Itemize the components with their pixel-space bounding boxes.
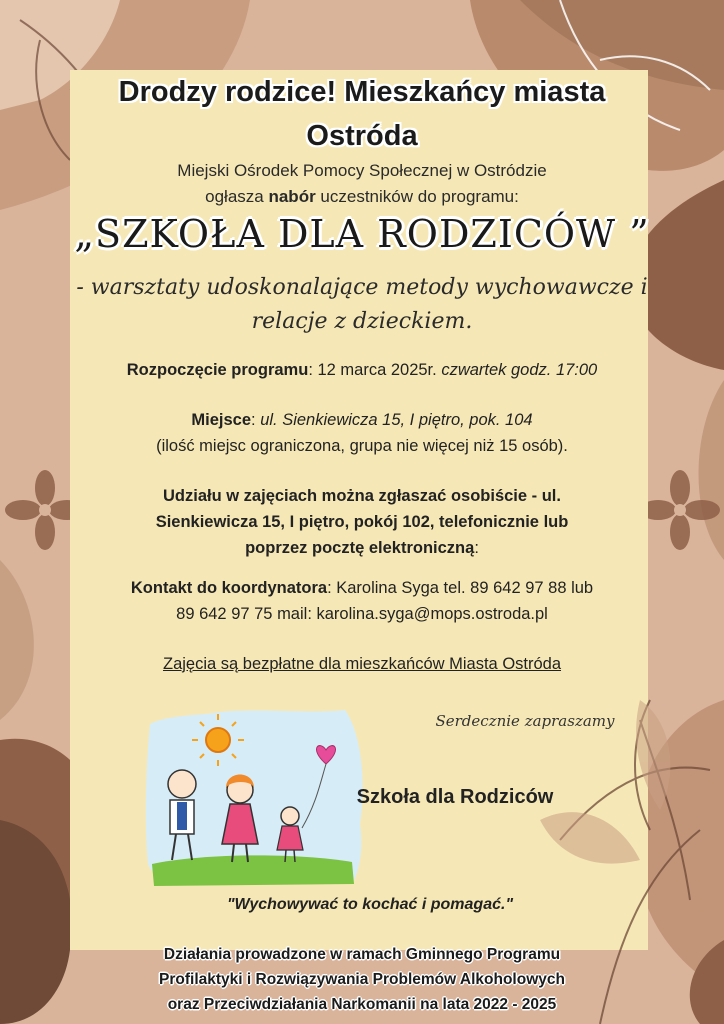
footer-line-2: Profilaktyki i Rozwiązywania Problemów Alkoholowych xyxy=(159,971,565,988)
headline-line-2: Ostróda xyxy=(306,120,418,152)
footer-note xyxy=(0,942,724,1017)
start-value: : 12 marca 2025r. xyxy=(308,361,442,379)
program-name: „SZKOŁA DLA RODZICÓW ” xyxy=(74,212,650,256)
signup-line-3-text: poprzez pocztę elektroniczną xyxy=(245,539,475,557)
place-value: ul. Sienkiewicza 15, I piętro, pok. 104 xyxy=(260,411,533,429)
announcement-text xyxy=(0,184,724,209)
announce-post: uczestników do programu: xyxy=(315,187,519,206)
place-label: Miejsce xyxy=(191,411,252,429)
organizer-text: Miejski Ośrodek Pomocy Społecznej w Ostródzie xyxy=(177,161,547,180)
signup-line-1: Udziału w zajęciach można zgłaszać osobiście - ul. xyxy=(163,487,561,505)
free-note: Zajęcia są bezpłatne dla mieszkańców Miasta Ostróda xyxy=(162,655,562,673)
signup-colon: : xyxy=(474,539,479,557)
start-time: czwartek godz. 17:00 xyxy=(441,361,598,379)
place-line xyxy=(0,408,724,433)
motto-quote: "Wychowywać to kochać i pomagać." xyxy=(226,896,514,913)
start-label: Rozpoczęcie programu xyxy=(126,361,309,379)
start-date xyxy=(0,358,724,383)
signup-line-2: Sienkiewicza 15, I piętro, pokój 102, telefonicznie lub xyxy=(155,513,569,531)
signup-line-3 xyxy=(0,536,724,561)
invitation-text: Serdecznie zapraszamy xyxy=(435,712,615,730)
contact-label: Kontakt do koordynatora xyxy=(130,579,328,597)
footer-line-1: Działania prowadzone w ramach Gminnego Programu xyxy=(163,946,561,963)
logo-text: Szkoła dla Rodziców xyxy=(356,786,554,808)
contact-line-1 xyxy=(0,576,724,601)
place-note: (ilość miejsc ograniczona, grupa nie więcej niż 15 osób). xyxy=(156,437,568,455)
place-sep: : xyxy=(251,411,261,429)
contact-line-2: 89 642 97 75 mail: karolina.syga@mops.ostroda.pl xyxy=(176,605,548,623)
footer-line-3: oraz Przeciwdziałania Narkomanii na lata 2022 - 2025 xyxy=(167,996,557,1013)
announce-pre: ogłasza xyxy=(205,187,269,206)
headline-line-1: Drodzy rodzice! Mieszkańcy miasta xyxy=(118,76,606,108)
contact-value-1: : Karolina Syga tel. 89 642 97 88 lub xyxy=(327,579,594,597)
announce-bold: nabór xyxy=(268,187,316,206)
program-tagline-1: - warsztaty udoskonalające metody wychowawcze i xyxy=(76,275,648,300)
program-tagline-2: relacje z dzieckiem. xyxy=(251,309,473,334)
